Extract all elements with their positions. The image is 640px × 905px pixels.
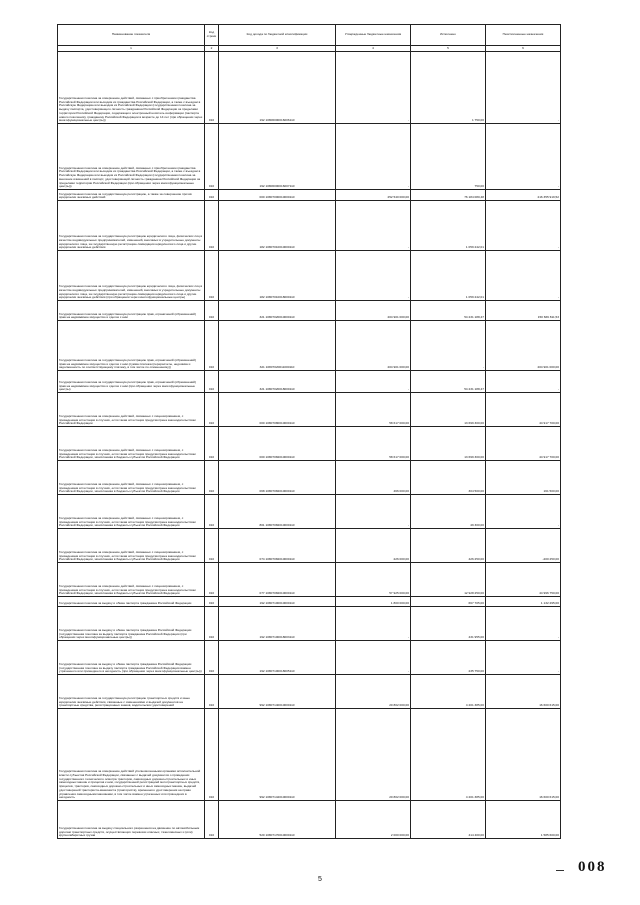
table-cell-line-text: 010: [208, 523, 215, 528]
table-row: [58, 607, 561, 641]
table-cell-unexecuted: [486, 371, 561, 393]
table-cell-unexecuted-text: 44 917 700,00: [539, 455, 559, 460]
table-cell-line: [205, 461, 219, 495]
table-cell-approved-text: -: [407, 184, 409, 189]
header-executed: Исполнено: [411, 25, 486, 46]
table-cell-executed-text: 431 955,00: [468, 635, 484, 640]
table-row: [58, 801, 561, 839]
table-cell-unexecuted: [486, 641, 561, 675]
table-row: [58, 201, 561, 251]
table-cell-line-text: 010: [208, 591, 215, 596]
table-cell-approved-text: 20 802 000,00: [389, 795, 409, 800]
table-cell-executed-text: 54 231 188,47: [464, 387, 484, 392]
table-cell-approved-text: 466 000,00: [393, 489, 409, 494]
table-cell-line-text: 010: [208, 365, 215, 370]
table-cell-approved-text: 204 901 000,00: [387, 315, 409, 320]
table-cell-line: [205, 190, 219, 201]
table-cell-executed: [411, 321, 486, 371]
table-cell-approved-text: 58 617 000,00: [389, 421, 409, 426]
table-cell-name: [58, 675, 205, 709]
table-cell-executed: [411, 641, 486, 675]
table-cell-line-text: 010: [208, 833, 215, 838]
table-cell-code: [219, 529, 336, 563]
table-cell-name: [58, 371, 205, 393]
table-cell-executed: [411, 124, 486, 190]
table-row: [58, 597, 561, 607]
table-cell-code: [219, 801, 336, 839]
column-number: 1: [58, 46, 205, 52]
table-cell-executed-text: 750,00: [474, 184, 484, 189]
table-cell-code: [219, 495, 336, 529]
table-cell-approved: [336, 461, 411, 495]
table-cell-approved: [336, 301, 411, 321]
table-cell-executed-text: 426 250,00: [468, 557, 484, 562]
table-cell-approved: [336, 709, 411, 801]
table-cell-code: [219, 461, 336, 495]
table-cell-unexecuted-text: 1 585 600,00: [540, 833, 559, 838]
stamp-dash: [556, 870, 564, 871]
table-cell-line-text: 010: [208, 315, 215, 320]
table-cell-executed: [411, 371, 486, 393]
table-cell-unexecuted: [486, 201, 561, 251]
table-cell-unexecuted-text: 204 901 000,00: [537, 365, 559, 370]
table-cell-name: [58, 251, 205, 301]
header-unexecuted: Неисполненные назначения: [486, 25, 561, 46]
table-cell-code: [219, 301, 336, 321]
table-cell-line: [205, 251, 219, 301]
table-cell-line-text: 010: [208, 118, 215, 123]
table-row: [58, 393, 561, 427]
column-number: 2: [205, 46, 219, 52]
table-cell-line: [205, 321, 219, 371]
table-cell-executed-text: 13 699 300,00: [464, 455, 484, 460]
table-cell-executed-text: 4 201 385,00: [465, 703, 484, 708]
table-cell-code-text: 801 10807082010000110: [259, 523, 295, 528]
table-cell-name-text: Государственная пошлина за выдачу и обмен паспорта гражданина Российской Федерации (государственная пошлина за выдачу паспорта гражданина Российской Федерации (при обращении через многофункциональные центры)): [59, 627, 192, 640]
table-cell-approved-text: 226 000,00: [393, 557, 409, 562]
table-cell-code: [219, 371, 336, 393]
table-cell-name-text: Государственная пошлина за выдачу и обмен паспорта гражданина Российской Федерации (государственная пошлина за выдачу паспорта гражданина Российской Федерации взамен утраченного или пришедшего в негодность (при обращении через многофункциональные центры)): [59, 661, 202, 674]
table-cell-line: [205, 495, 219, 529]
table-cell-unexecuted-text: 161 500,00: [543, 489, 559, 494]
table-cell-unexecuted: [486, 393, 561, 427]
table-cell-line-text: 010: [208, 557, 215, 562]
table-cell-approved-text: -: [407, 245, 409, 250]
table-cell-approved: [336, 321, 411, 371]
table-cell-unexecuted: [486, 597, 561, 607]
table-cell-approved: [336, 675, 411, 709]
table-cell-approved-text: 20 802 000,00: [389, 703, 409, 708]
table-cell-name-text: Государственная пошлина за совершение действий, связанных с лицензированием, с проведением аттестации в случаях, если такая аттестация предусмотрена законодательством Российской Федерации, зачисляемая в бюджеты субъектов Российской Федерации: [59, 549, 196, 562]
table-cell-line: [205, 427, 219, 461]
table-cell-unexecuted-text: -: [557, 295, 559, 300]
table-cell-line-text: 010: [208, 184, 215, 189]
table-row: [58, 124, 561, 190]
table-cell-unexecuted-text: 44 996 750,00: [539, 591, 559, 596]
table-cell-line: [205, 709, 219, 801]
table-cell-unexecuted: [486, 301, 561, 321]
column-number: 6: [486, 46, 561, 52]
table-cell-unexecuted: [486, 529, 561, 563]
table-cell-name-text: Государственная пошлина за государственную регистрацию прав, ограничений (обременений) прав на недвижимое имущество и сделок с ним (при обращении через многофункциональные центры): [59, 379, 196, 392]
table-row: [58, 301, 561, 321]
table-cell-name-text: Государственная пошлина за государственную регистрацию юридического лица, физических лиц в качестве индивидуальных предпринимателей, изменений, вносимых в учредительные документы юридического лица, за государственную регистрацию ликвидации юридического лица и другие юридически значимые действия: [59, 234, 203, 250]
table-cell-executed: [411, 301, 486, 321]
table-cell-name-text: Государственная пошлина за государственную регистрацию прав, ограничений (обременений) прав на недвижимое имущество и сделок с ним: [59, 311, 196, 320]
table-cell-line: [205, 124, 219, 190]
table-cell-line: [205, 529, 219, 563]
table-cell-name: [58, 301, 205, 321]
table-cell-code-text: 000 10807000010000110: [259, 195, 295, 200]
table-cell-line-text: 010: [208, 795, 215, 800]
table-cell-executed: [411, 529, 486, 563]
table-cell-code: [219, 201, 336, 251]
table-cell-unexecuted: [486, 251, 561, 301]
table-cell-approved-text: 1 800 000,00: [390, 601, 409, 606]
table-cell-approved: [336, 801, 411, 839]
table-cell-code-text: 074 10807082010000110: [259, 557, 295, 562]
table-cell-unexecuted-text: -: [557, 387, 559, 392]
table-cell-approved-text: -: [407, 669, 409, 674]
table-cell-approved: [336, 529, 411, 563]
table-cell-code-text: 192 10806000016006110: [259, 118, 295, 123]
table-cell-code: [219, 52, 336, 124]
table-cell-executed: [411, 393, 486, 427]
table-cell-executed: [411, 607, 486, 641]
table-cell-unexecuted: [486, 427, 561, 461]
table-row: [58, 675, 561, 709]
table-cell-unexecuted-text: -: [557, 245, 559, 250]
table-cell-name-text: Государственная пошлина за государственную регистрацию транспортных средств и иные юридически значимые действия, связанные с изменениями и выдачей документов на транспортные средства, регистрационных знаков, водительских удостоверений: [59, 695, 191, 708]
table-cell-line-text: 010: [208, 195, 215, 200]
table-cell-unexecuted: [486, 607, 561, 641]
table-cell-name: [58, 124, 205, 190]
header-line: Код строки: [205, 25, 219, 46]
table-cell-executed: [411, 563, 486, 597]
table-cell-code-text: 182 10807010018000110: [259, 295, 295, 300]
table-cell-line-text: 010: [208, 455, 215, 460]
table-cell-code-text: 000 10807082010000110: [259, 455, 295, 460]
header-approved: Утвержденные бюджетные назначения: [336, 25, 411, 46]
table-cell-code: [219, 427, 336, 461]
table-cell-unexecuted: [486, 321, 561, 371]
table-cell-name: [58, 801, 205, 839]
table-header-row: [58, 25, 561, 46]
table-cell-approved: [336, 52, 411, 124]
table-cell-unexecuted-text: -: [557, 184, 559, 189]
table-cell-executed: [411, 201, 486, 251]
table-cell-line-text: 010: [208, 245, 215, 250]
table-cell-code-text: 077 10807082010000110: [259, 591, 295, 596]
table-cell-approved: [336, 597, 411, 607]
table-row: [58, 52, 561, 124]
table-cell-approved-text: -: [407, 387, 409, 392]
table-cell-approved: [336, 563, 411, 597]
page-number: 5: [318, 876, 322, 883]
table-cell-line: [205, 801, 219, 839]
table-cell-name-text: Государственная пошлина за совершение действий, связанных с лицензированием, с проведением аттестации в случаях, если такая аттестация предусмотрена законодательством Российской Федерации, зачисляемая в бюджеты субъектов Российской Федерации: [59, 515, 196, 528]
table-cell-executed: [411, 495, 486, 529]
table-cell-approved: [336, 427, 411, 461]
table-cell-approved: [336, 251, 411, 301]
table-cell-executed: [411, 597, 486, 607]
table-cell-approved: [336, 641, 411, 675]
table-cell-code-text: 321 10807020011000110: [259, 365, 295, 370]
table-cell-executed-text: 1 059 242,01: [465, 245, 484, 250]
table-cell-unexecuted: [486, 495, 561, 529]
table-cell-name: [58, 597, 205, 607]
table-cell-approved: [336, 495, 411, 529]
table-cell-line: [205, 641, 219, 675]
table-cell-executed-text: 4 201 385,00: [465, 795, 484, 800]
table-cell-line: [205, 371, 219, 393]
table-cell-name: [58, 709, 205, 801]
table-cell-approved: [336, 201, 411, 251]
table-cell-code: [219, 563, 336, 597]
table-cell-unexecuted: [486, 124, 561, 190]
table-cell-code-text: 192 10807100018003110: [259, 635, 295, 640]
table-cell-executed: [411, 427, 486, 461]
table-cell-line-text: 010: [208, 635, 215, 640]
table-cell-executed: [411, 52, 486, 124]
table-cell-unexecuted: [486, 675, 561, 709]
header-code: Код дохода по бюджетной классификации: [219, 25, 336, 46]
table-cell-code-text: 992 10807140010000110: [259, 703, 295, 708]
table-cell-approved: [336, 190, 411, 201]
table-cell-approved: [336, 371, 411, 393]
table-cell-approved-text: 252 540 000,00: [387, 195, 409, 200]
table-cell-executed-text: 13 699 300,00: [464, 421, 484, 426]
table-row: [58, 563, 561, 597]
table-cell-unexecuted: [486, 563, 561, 597]
table-cell-name: [58, 393, 205, 427]
table-cell-code: [219, 607, 336, 641]
table-cell-code-text: 520 10807170010000110: [259, 833, 295, 838]
table-row: [58, 709, 561, 801]
table-cell-unexecuted-text: -: [557, 523, 559, 528]
table-cell-code: [219, 321, 336, 371]
table-cell-unexecuted-text: 216 355 919,52: [537, 195, 559, 200]
table-cell-executed-text: 304 500,00: [468, 489, 484, 494]
table-cell-approved: [336, 393, 411, 427]
table-row: [58, 461, 561, 495]
table-cell-unexecuted-text: 1 132 295,00: [540, 601, 559, 606]
table-cell-line: [205, 301, 219, 321]
table-cell-unexecuted-text: -: [557, 669, 559, 674]
column-number: 4: [336, 46, 411, 52]
table-cell-name-text: Государственная пошлина за государственную регистрацию юридического лица, физических лиц в качестве индивидуальных предпринимателей, изменений, вносимых в учредительные документы юридического лица, за государственную регистрацию ликвидации юридического лица и другие юридически значимые действия (при обращении через многофункциональные центры): [59, 284, 203, 300]
page-stamp: 008: [578, 859, 607, 875]
revenue-table: [57, 24, 561, 839]
table-row: [58, 321, 561, 371]
table-cell-executed: [411, 801, 486, 839]
table-cell-line-text: 010: [208, 295, 215, 300]
table-cell-unexecuted: [486, 801, 561, 839]
table-cell-line: [205, 393, 219, 427]
table-cell-code: [219, 597, 336, 607]
table-cell-line: [205, 597, 219, 607]
table-cell-unexecuted-text: 150 669 811,53: [537, 315, 559, 320]
table-cell-name-text: Государственная пошлина за совершение действий, связанных с лицензированием, с проведением аттестации в случаях, если такая аттестация предусмотрена законодательством Российской Федерации, зачисляемая в бюджеты субъектов Российской Федерации: [59, 447, 196, 460]
table-body: [58, 46, 561, 839]
table-row: [58, 190, 561, 201]
table-row: [58, 495, 561, 529]
table-cell-code-text: 321 10807020010000110: [259, 315, 295, 320]
table-cell-line: [205, 563, 219, 597]
table-cell-name: [58, 495, 205, 529]
table-cell-code: [219, 675, 336, 709]
table-cell-code: [219, 641, 336, 675]
table-cell-line-text: 010: [208, 387, 215, 392]
table-cell-name-text: Государственная пошлина за государственную регистрацию прав, ограничений (обременений) прав на недвижимое имущество и сделок с ним (сумма платежа (перерасчеты, недоимка и задолженность по соответствующему платежу, в том числе по отмененному)): [59, 357, 196, 370]
table-cell-unexecuted: [486, 190, 561, 201]
table-cell-executed-text: -: [482, 365, 484, 370]
table-cell-code-text: 068 10807082010000110: [259, 489, 295, 494]
table-row: [58, 641, 561, 675]
table-cell-executed-text: 414 400,00: [468, 833, 484, 838]
table-cell-unexecuted-text: 44 917 700,00: [539, 421, 559, 426]
table-cell-code-text: 192 10807100018005110: [259, 669, 295, 674]
table-cell-name: [58, 427, 205, 461]
table-cell-line-text: 010: [208, 489, 215, 494]
table-cell-code-text: 321 10807020018000110: [259, 387, 295, 392]
table-cell-name: [58, 641, 205, 675]
table-cell-unexecuted-text: 16 600 615,00: [539, 795, 559, 800]
table-cell-approved-text: 58 617 000,00: [389, 455, 409, 460]
table-cell-line: [205, 675, 219, 709]
table-cell-code: [219, 124, 336, 190]
table-cell-approved: [336, 124, 411, 190]
column-number: 3: [219, 46, 336, 52]
table-cell-name-text: Государственная пошлина за государственную регистрацию, а также за совершение прочих юридически значимых действий: [59, 191, 192, 200]
table-cell-approved-text: 2 000 000,00: [390, 833, 409, 838]
table-cell-executed-text: 667 705,00: [468, 601, 484, 606]
table-cell-approved-text: -: [407, 118, 409, 123]
table-cell-name-text: Государственная пошлина за выдачу и обмен паспорта гражданина Российской Федерации: [59, 601, 192, 606]
table-row: [58, 529, 561, 563]
table-cell-name-text: Государственная пошлина за совершение действий, связанных с лицензированием, с проведением аттестации в случаях, если такая аттестация предусмотрена законодательством Российской Федерации, зачисляемая в бюджеты субъектов Российской Федерации: [59, 481, 196, 494]
table-cell-name-text: Государственная пошлина за совершение действий, связанных с лицензированием, с проведением аттестации в случаях, если такая аттестация предусмотрена законодательством Российской Федерации: [59, 413, 196, 426]
header-name: Наименование показателя: [58, 25, 205, 46]
table-cell-approved-text: -: [407, 523, 409, 528]
table-cell-name-text: Государственная пошлина за совершение действий, связанных с приобретением гражданства Российской Федерации или выходом из гражданства Российской Федерации, а также с въездом в Российскую Федерацию или выездом из Российской Федерации (государственная пошлина за внесение изменений в паспорт, удостоверяющий личность гражданина Российской Федерации за пределами территории Российской Федерации (при обращении через многофункциональные центры)): [59, 165, 201, 189]
table-cell-code: [219, 190, 336, 201]
table-cell-line: [205, 607, 219, 641]
table-cell-unexecuted: [486, 461, 561, 495]
table-cell-unexecuted: [486, 709, 561, 801]
table-cell-executed: [411, 675, 486, 709]
table-cell-name: [58, 563, 205, 597]
table-cell-line-text: 010: [208, 669, 215, 674]
table-cell-code: [219, 251, 336, 301]
table-cell-executed: [411, 709, 486, 801]
table-cell-unexecuted: [486, 52, 561, 124]
table-cell-name: [58, 201, 205, 251]
table-cell-code-text: 192 10806000016007110: [259, 184, 295, 189]
table-cell-line: [205, 201, 219, 251]
table-cell-line-text: 010: [208, 703, 215, 708]
table-cell-name: [58, 52, 205, 124]
table-cell-name: [58, 529, 205, 563]
table-cell-line-text: 010: [208, 601, 215, 606]
table-cell-approved-text: 57 925 000,00: [389, 591, 409, 596]
table-cell-line: [205, 52, 219, 124]
table-cell-code: [219, 709, 336, 801]
table-cell-executed-text: 1 059 242,01: [465, 295, 484, 300]
table-cell-executed: [411, 461, 486, 495]
table-cell-line-text: 010: [208, 421, 215, 426]
table-cell-name: [58, 190, 205, 201]
table-cell-executed-text: 54 231 188,47: [464, 315, 484, 320]
table-cell-executed: [411, 190, 486, 201]
table-cell-approved-text: -: [407, 295, 409, 300]
table-cell-approved: [336, 607, 411, 641]
table-row: [58, 371, 561, 393]
table-cell-executed-text: 12 928 250,00: [464, 591, 484, 596]
table-cell-name: [58, 321, 205, 371]
table-cell-unexecuted-text: 16 600 615,00: [539, 703, 559, 708]
table-cell-executed-text: 76 184 080,48: [464, 195, 484, 200]
table-cell-code-text: 992 10807142010000110: [259, 795, 295, 800]
table-cell-name-text: Государственная пошлина за совершение действий уполномоченными органами исполнительной власти субъектов Российской Федерации, связанных с выдачей документов о проведении государственного технического осмотра тракторов, самоходных дорожно-строительных и иных самоходных машин и прицепов к ним, государственной регистрацией мототранспортных средств, прицепов, тракторов, самоходных дорожно-строительных и иных самоходных машин, выдачей удостоверений тракториста-машиниста (тракториста), временного удостоверения на право управления самоходными машинами, в том числе взамен утраченных или пришедших в негодность: [59, 769, 201, 800]
table-cell-name: [58, 461, 205, 495]
column-number: 5: [411, 46, 486, 52]
table-cell-code-text: 192 10807100010000110: [259, 601, 295, 606]
table-cell-name-text: Государственная пошлина за совершение действий, связанных с лицензированием, с проведением аттестации в случаях, если такая аттестация предусмотрена законодательством Российской Федерации, зачисляемая в бюджеты субъектов Российской Федерации: [59, 583, 196, 596]
table-cell-executed-text: 1 750,00: [471, 118, 484, 123]
table-cell-name-text: Государственная пошлина за совершение действий, связанных с приобретением гражданства Российской Федерации или выходом из гражданства Российской Федерации, а также с въездом в Российскую Федерацию или выездом из Российской Федерации (государственная пошлина за выдачу паспорта, удостоверяющего личность гражданина Российской Федерации за пределами территории Российской Федерации, содержащего электронный носитель информации (паспорта нового поколения), гражданину Российской Федерации в возрасте до 14 лет (при обращении через многофункциональные центры)): [59, 96, 203, 123]
table-cell-name-text: Государственная пошлина за выдачу специального разрешения на движение по автомобильным дорогам транспортных средств, осуществляющих перевозки опасных, тяжеловесных и (или) крупногабаритных грузов: [59, 825, 200, 838]
table-row: [58, 251, 561, 301]
table-cell-code: [219, 393, 336, 427]
table-cell-unexecuted-text: -: [557, 635, 559, 640]
table-cell-executed-text: 235 750,00: [468, 669, 484, 674]
table-cell-unexecuted-text: -: [557, 118, 559, 123]
table-cell-name: [58, 607, 205, 641]
table-cell-executed-text: 49 300,00: [470, 523, 484, 528]
table-row: [58, 427, 561, 461]
table-cell-unexecuted-text: -200 250,00: [542, 557, 559, 562]
table-cell-code-text: 000 10807080010000110: [259, 421, 295, 426]
table-cell-executed: [411, 251, 486, 301]
table-cell-approved-text: 204 901 000,00: [387, 365, 409, 370]
table-cell-approved-text: -: [407, 635, 409, 640]
table-cell-code-text: 182 10807010010000110: [259, 245, 295, 250]
